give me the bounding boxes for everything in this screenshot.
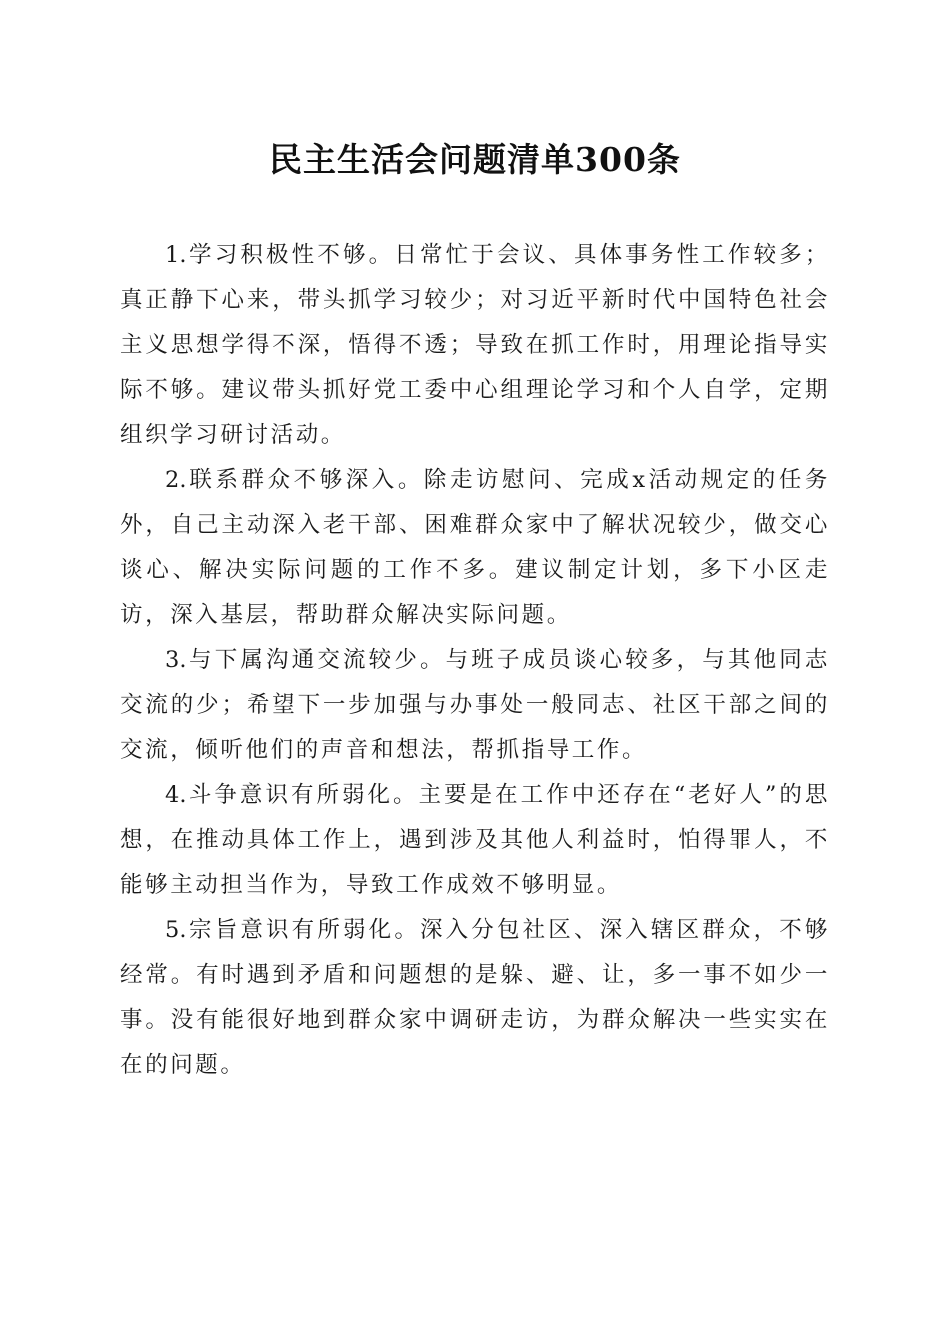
paragraph-text: 宗旨意识有所弱化。深入分包社区、深入辖区群众，不够经常。有时遇到矛盾和问题想的是躲、避、让，多一事不如少一事。没有能很好地到群众家中调研走访，为群众解决一些实实在在的问题。 [120,917,830,1078]
paragraph-text: 学习积极性不够。日常忙于会议、具体事务性工作较多；真正静下心来，带头抓学习较少；对习近平新时代中国特色社会主义思想学得不深，悟得不透；导致在抓工作时，用理论指导实际不够。建议带头抓好党工委中心组理论学习和个人自学，定期组织学习研讨活动。 [120,242,830,448]
paragraph-3 [120,638,830,773]
paragraph-2 [120,458,830,638]
paragraph-text: 与下属沟通交流较少。与班子成员谈心较多，与其他同志交流的少；希望下一步加强与办事处一般同志、社区干部之间的交流，倾听他们的声音和想法，帮抓指导工作。 [120,647,830,763]
paragraph-5 [120,908,830,1088]
document-body [120,233,830,1088]
paragraph-number: 4. [165,782,187,808]
document-title: 民主生活会问题清单300条 [269,140,681,179]
paragraph-1 [120,233,830,458]
paragraph-number: 1. [165,242,187,268]
paragraph-number: 2. [165,467,187,493]
paragraph-4 [120,773,830,908]
paragraph-text: 联系群众不够深入。除走访慰问、完成x活动规定的任务外，自己主动深入老干部、困难群众家中了解状况较少，做交心谈心、解决实际问题的工作不多。建议制定计划，多下小区走访，深入基层，帮助群众解决实际问题。 [120,467,830,628]
paragraph-text: 斗争意识有所弱化。主要是在工作中还存在“老好人”的思想，在推动具体工作上，遇到涉及其他人利益时，怕得罪人，不能够主动担当作为，导致工作成效不够明显。 [120,782,830,898]
paragraph-number: 3. [165,647,187,673]
paragraph-number: 5. [165,917,187,943]
